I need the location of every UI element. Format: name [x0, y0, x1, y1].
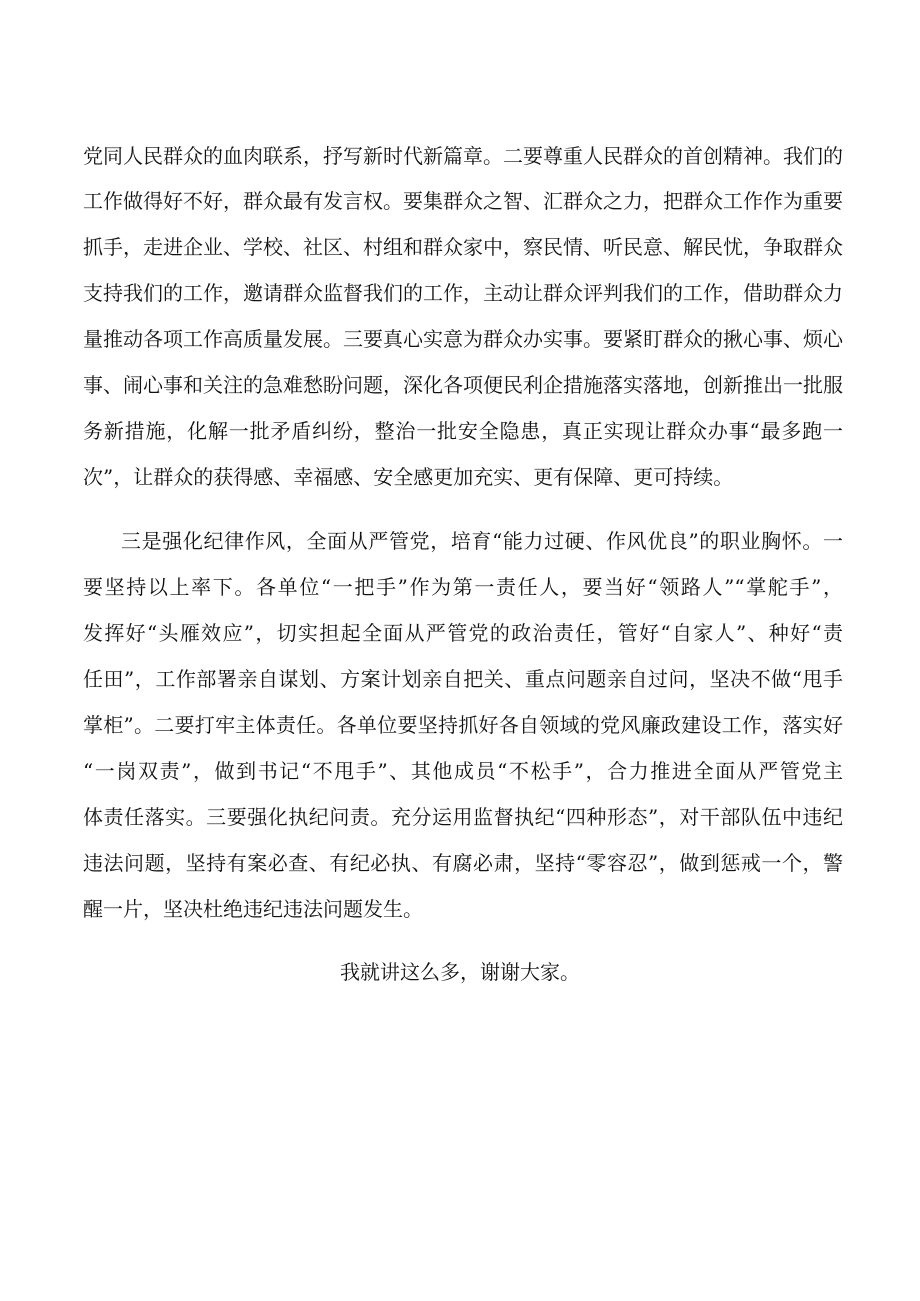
paragraph-2-line: 掌柜”。二要打牢主体责任。各单位要坚持抓好各自领域的党风廉政建设工作，落实好	[83, 713, 843, 737]
paragraph-1-line: 工作做得好不好，群众最有发言权。要集群众之智、汇群众之力，把群众工作作为重要	[83, 189, 843, 213]
paragraph-1-line: 量推动各项工作高质量发展。三要真心实意为群众办实事。要紧盯群众的揪心事、烦心	[83, 327, 843, 351]
paragraph-2-line: 违法问题，坚持有案必查、有纪必执、有腐必肃，坚持“零容忍”，做到惩戒一个，警	[83, 851, 843, 875]
paragraph-2-line: 要坚持以上率下。各单位“一把手”作为第一责任人，要当好“领路人”“掌舵手”，	[83, 575, 843, 599]
paragraph-1-line: 务新措施，化解一批矛盾纠纷，整治一批安全隐患，真正实现让群众办事“最多跑一	[83, 419, 843, 443]
paragraph-1-line: 支持我们的工作，邀请群众监督我们的工作，主动让群众评判我们的工作，借助群众力	[83, 281, 843, 305]
closing-remark: 我就讲这么多，谢谢大家。	[340, 960, 580, 984]
paragraph-2-line: “一岗双责”，做到书记“不甩手”、其他成员“不松手”，合力推进全面从严管党主	[83, 759, 843, 783]
paragraph-2-line: 三是强化纪律作风，全面从严管党，培育“能力过硬、作风优良”的职业胸怀。一	[121, 529, 843, 553]
paragraph-1-line: 次”，让群众的获得感、幸福感、安全感更加充实、更有保障、更可持续。	[83, 465, 734, 489]
paragraph-1-line: 党同人民群众的血肉联系，抒写新时代新篇章。二要尊重人民群众的首创精神。我们的	[83, 144, 843, 168]
paragraph-2-line: 发挥好“头雁效应”，切实担起全面从严管党的政治责任，管好“自家人”、种好“责	[83, 621, 843, 645]
paragraph-1-line: 事、闹心事和关注的急难愁盼问题，深化各项便民利企措施落实落地，创新推出一批服	[83, 373, 843, 397]
paragraph-2-line: 醒一片，坚决杜绝违纪违法问题发生。	[83, 897, 423, 921]
paragraph-1-line: 抓手，走进企业、学校、社区、村组和群众家中，察民情、听民意、解民忧，争取群众	[83, 235, 843, 259]
paragraph-2-line: 任田”，工作部署亲自谋划、方案计划亲自把关、重点问题亲自过问，坚决不做“甩手	[83, 667, 843, 691]
paragraph-2-line: 体责任落实。三要强化执纪问责。充分运用监督执纪“四种形态”，对干部队伍中违纪	[83, 805, 843, 829]
